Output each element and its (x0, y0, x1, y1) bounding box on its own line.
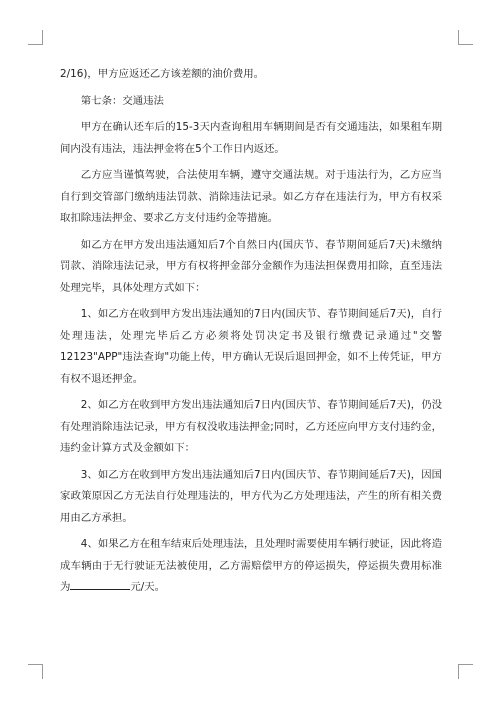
section-heading-traffic-violation: 第七条：交通违法 (80, 94, 164, 107)
crop-mark-top-right (458, 30, 473, 45)
fee-unit: 元/天。 (130, 581, 166, 593)
paragraph-clause-4 (60, 534, 442, 599)
crop-mark-bottom-right (458, 664, 473, 679)
paragraph-fuel-refund: 2/16)，甲方应返还乙方该差额的油价费用。 (60, 68, 265, 80)
paragraph-clause-2: 2、如乙方在收到甲方发出违法通知后7日内(国庆节、春节期间延后7天)，仍没有处理消除违法记录，甲方有权没收违法押金;同时，乙方还应向甲方支付违约金，违约金计算方式及金额如下： (60, 399, 442, 454)
paragraph-clause-1: 1、如乙方在收到甲方发出违法通知的7日内(国庆节、春节期间延后7天)，自行处理违法，处理完毕后乙方必须将处罚决定书及银行缴费记录通过"交警12123"APP"违法查询"功能上传，甲方确认无误后退回押金，如不上传凭证，甲方有权不退还押金。 (60, 308, 442, 385)
clause-4-text: 4、如果乙方在租车结束后处理违法，且处理时需要使用车辆行驶证，因此将造成车辆由于无行驶证无法被使用，乙方需赔偿甲方的停运损失，停运损失费用标准为 (60, 538, 442, 593)
document-body (60, 64, 442, 604)
fee-blank-line (70, 578, 100, 590)
crop-mark-bottom-left (28, 664, 43, 679)
paragraph-clause-3: 3、如乙方在收到甲方发出违法通知后7日内(国庆节、春节期间延后7天)，因国家政策原因乙方无法自行处理违法的，甲方代为乙方处理违法，产生的所有相关费用由乙方承担。 (60, 468, 442, 524)
paragraph-deposit-deduction: 如乙方在甲方发出违法通知后7个自然日内(国庆节、春节期间延后7天)未缴纳罚款、消除违法记录，甲方有权将押金部分金额作为违法担保费用扣除，直至违法处理完毕，具体处理方式如下： (60, 238, 442, 294)
paragraph-driver-duty: 乙方应当谨慎驾驶，合法使用车辆，遵守交通法规。对于违法行为，乙方应当自行到交管部门缴纳违法罚款、消除违法记录。如乙方存在违法行为，甲方有权采取扣除违法押金、要求乙方支付违约金等措施。 (60, 169, 442, 224)
crop-mark-top-left (28, 30, 43, 45)
paragraph-violation-check: 甲方在确认还车后的15-3天内查询租用车辆期间是否有交通违法，如果租车期间内没有违法，违法押金将在5个工作日内返还。 (60, 121, 442, 155)
fee-blank-line-2 (100, 578, 130, 590)
